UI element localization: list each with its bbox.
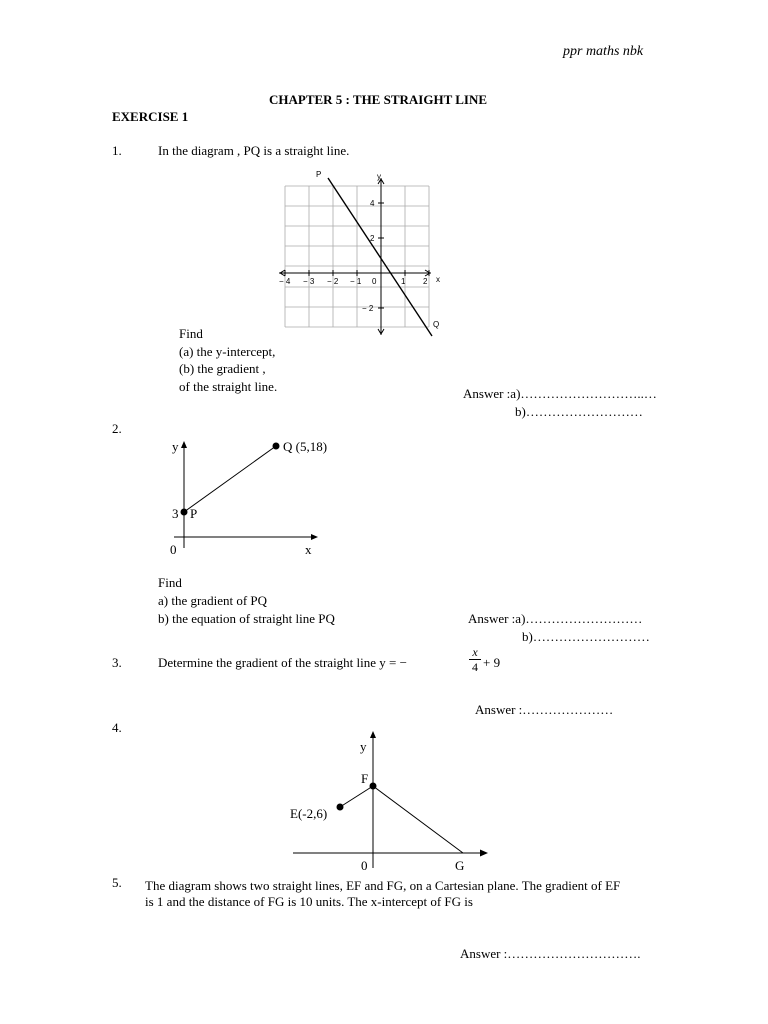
q3-frac-den: 4 <box>472 660 478 674</box>
label-y: y <box>360 739 367 754</box>
q5-line1: The diagram shows two straight lines, EF and FG, on a Cartesian plane. The gradient of EF <box>145 878 621 893</box>
q3-tail: + 9 <box>483 655 501 670</box>
q1-answer-b: b)……………………… <box>515 404 643 419</box>
q3-answer: Answer :………………… <box>475 702 614 717</box>
y-tick-label: − 2 <box>362 304 374 313</box>
x-tick-label: 2 <box>423 277 428 286</box>
q2-part-a: a) the gradient of PQ <box>158 593 268 608</box>
label-x: x <box>305 542 312 557</box>
y-tick-label: 2 <box>370 234 375 243</box>
x-tick-label: − 3 <box>303 277 315 286</box>
q1-text: In the diagram , PQ is a straight line. <box>158 143 350 158</box>
y-tick-label: 4 <box>370 199 375 208</box>
label-y: y <box>377 172 381 181</box>
x-tick-label: 1 <box>401 277 406 286</box>
q5-line2: is 1 and the distance of FG is 10 units. The x-intercept of FG is <box>145 894 473 909</box>
q3-text: Determine the gradient of the straight line y = − <box>158 655 407 670</box>
label-q: Q (5,18) <box>283 439 328 454</box>
label-y: y <box>172 439 179 454</box>
q2-find: Find <box>158 575 182 590</box>
label-f: F <box>361 771 369 786</box>
label-p-value: 3 <box>172 506 179 521</box>
q2-part-b: b) the equation of straight line PQ <box>158 611 335 626</box>
x-tick-label: − 2 <box>327 277 339 286</box>
label-p: P <box>316 170 322 179</box>
q2-number: 2. <box>112 421 122 436</box>
q5-answer: Answer :…………………………. <box>460 946 641 961</box>
label-origin: 0 <box>170 542 177 557</box>
x-tick-label: 0 <box>372 277 377 286</box>
q1-of-line: of the straight line. <box>179 379 278 394</box>
label-g: G <box>455 858 465 873</box>
label-p: P <box>190 506 198 521</box>
q1-number: 1. <box>112 143 122 158</box>
line-fg <box>373 786 463 853</box>
chapter-title: CHAPTER 5 : THE STRAIGHT LINE <box>269 92 488 107</box>
q1-find: Find <box>179 326 203 341</box>
q4-number: 4. <box>112 720 122 735</box>
q3-number: 3. <box>112 655 122 670</box>
label-x: x <box>436 275 440 284</box>
q1-part-b: (b) the gradient , <box>179 361 266 376</box>
x-tick-label: − 1 <box>350 277 362 286</box>
q3-frac-num: x <box>472 645 478 659</box>
label-origin: 0 <box>361 858 368 873</box>
page-header: ppr maths nbk <box>563 44 644 59</box>
x-tick-label: − 4 <box>279 277 291 286</box>
q2-answer-a: Answer :a)……………………… <box>468 611 643 626</box>
line-ef <box>340 786 373 807</box>
q1-answer-a: Answer :a)………………………..… <box>463 386 657 401</box>
exercise-title: EXERCISE 1 <box>112 109 189 124</box>
point-e <box>337 804 344 811</box>
label-e: E(-2,6) <box>290 806 328 821</box>
point-f <box>370 783 377 790</box>
q5-number: 5. <box>112 875 122 890</box>
q2-answer-b: b)……………………… <box>522 629 650 644</box>
q1-part-a: (a) the y-intercept, <box>179 344 276 359</box>
label-q: Q <box>433 320 440 329</box>
